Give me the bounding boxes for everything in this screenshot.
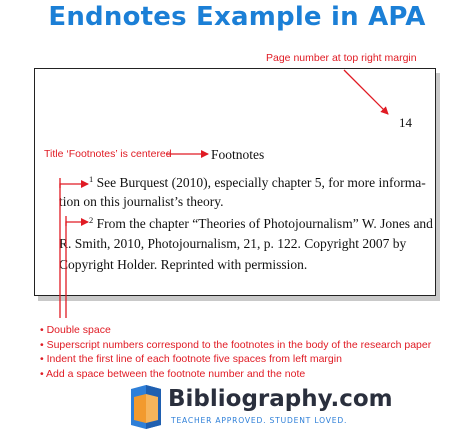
annotation-title-centered: Title ‘Footnotes’ is centered (44, 148, 172, 160)
paper-title: Footnotes (211, 147, 265, 162)
bibliography-logo (127, 383, 393, 433)
logo-name: Bibliography.com (168, 386, 393, 412)
footnote-2-line-2: R. Smith, 2010, Photojournalism, 21, p. 122. Copyright 2007 by (59, 236, 407, 251)
guideline-item: • Superscript numbers correspond to the footnotes in the body of the research paper (40, 338, 432, 351)
footnote-2-line-1: $^2$ From the chapter “Theories of Photojournalism” W. Jones and (89, 215, 433, 231)
guideline-item: • Indent the first line of each footnote five spaces from left margin (40, 353, 342, 366)
logo-tagline: TEACHER APPROVED. STUDENT LOVED. (171, 416, 348, 425)
footnote-1-marker: 1 (89, 174, 94, 184)
footnote-1-line-2: tion on this journalist’s theory. (59, 194, 224, 209)
page-heading: Endnotes Example in APA (48, 2, 426, 32)
footnote-2-line-3: Copyright Holder. Reprinted with permission. (59, 257, 308, 272)
bracket-footnote-2 (66, 222, 88, 318)
footnote-2-marker: 2 (89, 215, 94, 225)
arrow-page-number (344, 70, 388, 114)
guideline-item: • Double space (40, 324, 111, 336)
guideline-list (40, 324, 431, 383)
paper-page-number: 14 (399, 115, 412, 130)
bracket-footnote-1 (60, 184, 88, 318)
book-icon (127, 383, 165, 431)
annotation-page-number: Page number at top right margin (266, 52, 417, 64)
footnote-1-line-1: $^1$ See Burquest (2010), especially chapter 5, for more informa- (89, 174, 426, 190)
guideline-item: • Add a space between the footnote number and the note (40, 368, 306, 381)
